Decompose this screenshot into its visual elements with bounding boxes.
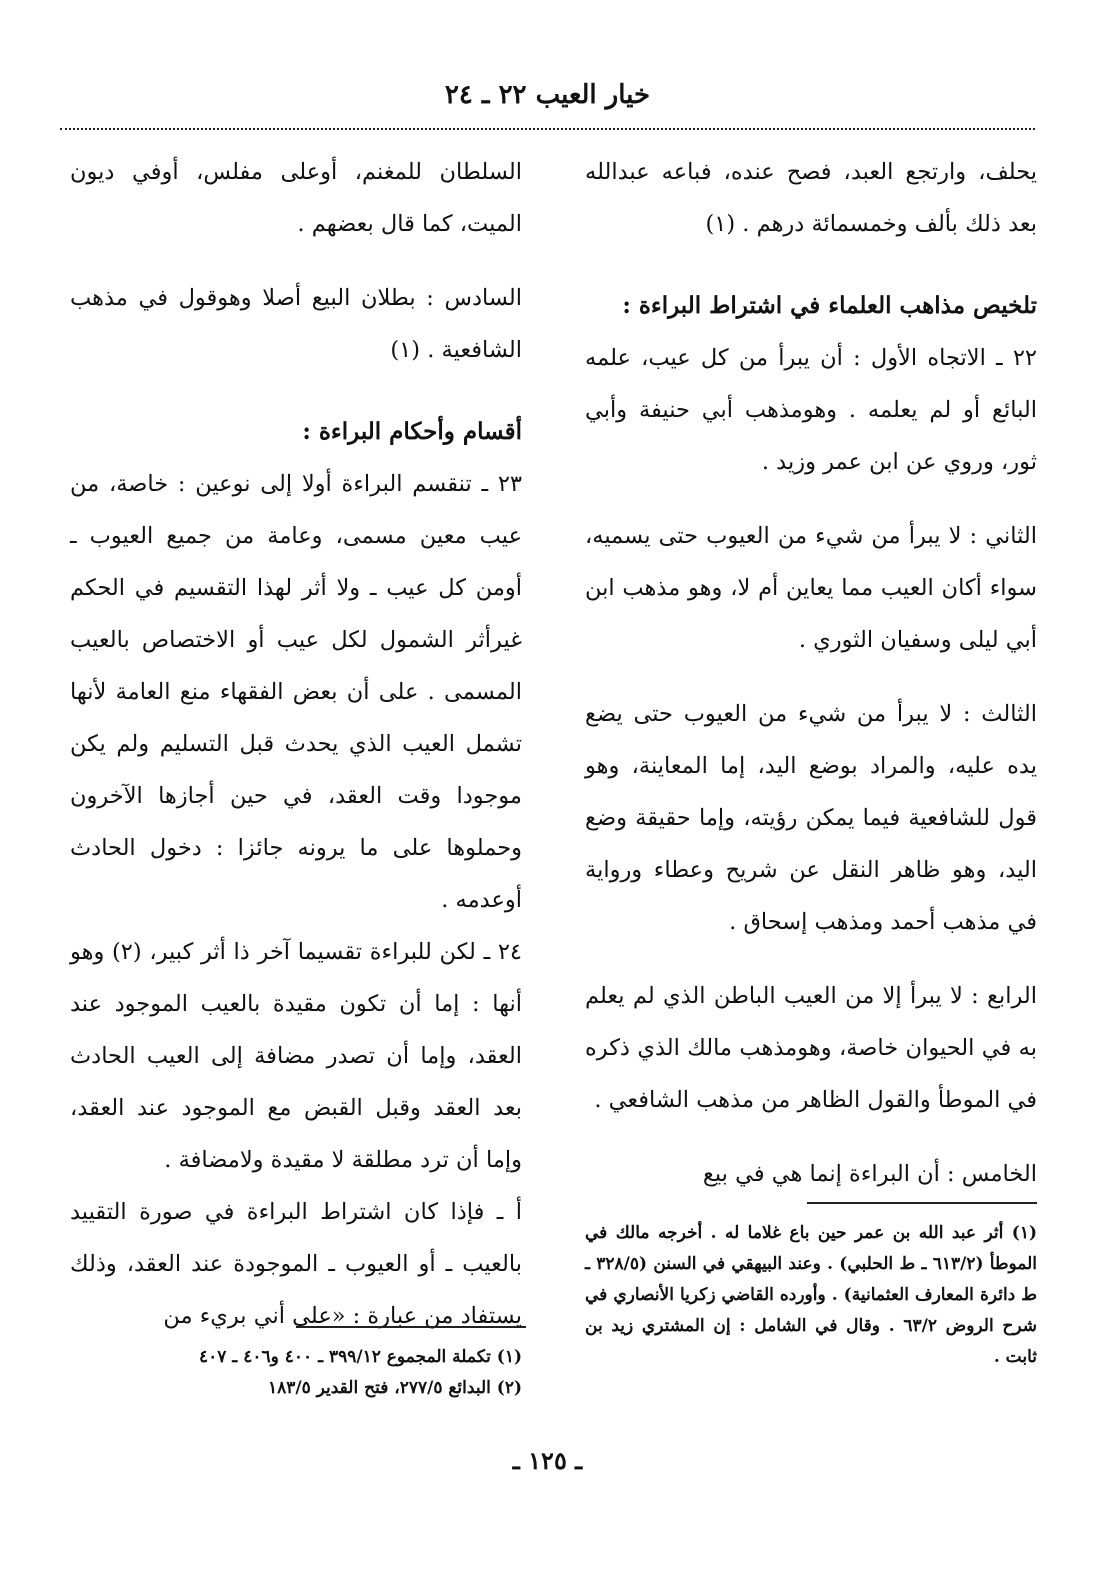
footnotes-left [70, 1342, 522, 1404]
paragraph: الخامس : أن البراءة إنما هي في بيع [702, 1161, 1037, 1187]
paragraph: ٢٤ ـ لكن للبراءة تقسيما آخر ذا أثر كبير، (٢) وهو أنها : إما أن تكون مقيدة بالعيب الموجود عند العقد، وإما أن تصدر مضافة إلى العيب الحادث بعد العقد وقبل القبض مع الموجود عند العقد، وإما أن ترد مطلقة لا مقيدة ولامضافة . [70, 939, 522, 1173]
section-heading: تلخيص مذاهب العلماء في اشتراط البراءة : [622, 292, 1037, 319]
paragraph: السلطان للمغنم، أوعلى مفلس، أوفي ديون الميت، كما قال بعضهم . [70, 159, 522, 237]
paragraph: الثالث : لا يبرأ من شيء من العيوب حتى يضع يده عليه، والمراد بوضع اليد، إما المعاينة، وهو قول للشافعية فيما يمكن رؤيته، وإما حقيقة وضع اليد، وهو ظاهر النقل عن شريح وعطاء ورواية في مذهب أحمد ومذهب إسحاق . [585, 701, 1037, 935]
header-dotted-rule [60, 128, 1035, 130]
left-column [70, 146, 522, 1342]
footnote: (٢) البدائع ٢٧٧/٥، فتح القدير ١٨٣/٥ [267, 1378, 522, 1398]
paragraph: ٢٣ ـ تنقسم البراءة أولا إلى نوعين : خاصة، من عيب معين مسمى، وعامة من جميع العيوب ـ أومن كل عيب ـ ولا أثر لهذا التقسيم في الحكم غيرأثر الشمول لكل عيب أو الاختصاص بالعيب المسمى . على أن بعض الفقهاء منع العامة لأنها تشمل العيب الذي يحدث قبل التسليم ولم يكن موجودا وقت العقد، في حين أجازها الآخرون وحملوها على ما يرونه جائزا : دخول الحادث أوعدمه . [70, 471, 522, 913]
paragraph: ٢٢ ـ الاتجاه الأول : أن يبرأ من كل عيب، علمه البائع أو لم يعلمه . وهومذهب أبي حنيفة وأبي ثور، وروي عن ابن عمر وزيد . [585, 345, 1037, 475]
section-heading: أقسام وأحكام البراءة : [302, 418, 522, 445]
paragraph: الرابع : لا يبرأ إلا من العيب الباطن الذي لم يعلم به في الحيوان خاصة، وهومذهب مالك الذي ذكره في الموطأ والقول الظاهر من مذهب الشافعي . [585, 983, 1037, 1113]
paragraph: الثاني : لا يبرأ من شيء من العيوب حتى يسميه، سواء أكان العيب مما يعاين أم لا، وهو مذهب ابن أبي ليلى وسفيان الثوري . [585, 523, 1037, 653]
footnote: (١) تكملة المجموع ٣٩٩/١٢ ـ ٤٠٠ و٤٠٦ ـ ٤٠٧ [198, 1347, 522, 1367]
footnote-rule [296, 1326, 526, 1328]
footnote-rule [807, 1202, 1037, 1204]
running-header: خيار العيب ٢٢ ـ ٢٤ [444, 80, 651, 110]
footnote: (١) أثر عبد الله بن عمر حين باع غلاما له . أخرجه مالك في الموطأ (٦١٣/٢ ـ ط الحلبي) . وعند البيهقي في السنن (٣٢٨/٥ ـ ط دائرة المعارف العثمانية) . وأورده القاضي زكريا الأنصاري في شرح الروض ٦٣/٢ . وقال في الشامل : إن المشتري زيد بن ثابت . [585, 1223, 1038, 1367]
paragraph: السادس : بطلان البيع أصلا وهوقول في مذهب الشافعية . (١) [70, 285, 522, 363]
paragraph: يحلف، وارتجع العبد، فصح عنده، فباعه عبدالله بعد ذلك بألف وخمسمائة درهم . (١) [585, 159, 1037, 237]
paragraph: أ ـ فإذا كان اشتراط البراءة في صورة التقييد بالعيب ـ أو العيوب ـ الموجودة عند العقد، وذلك يستفاد من عبارة : «على أني بريء من [70, 1199, 522, 1329]
right-column [585, 146, 1037, 1200]
footnotes-right [585, 1218, 1037, 1373]
page-number: ـ ١٢٥ ـ [512, 1446, 583, 1475]
